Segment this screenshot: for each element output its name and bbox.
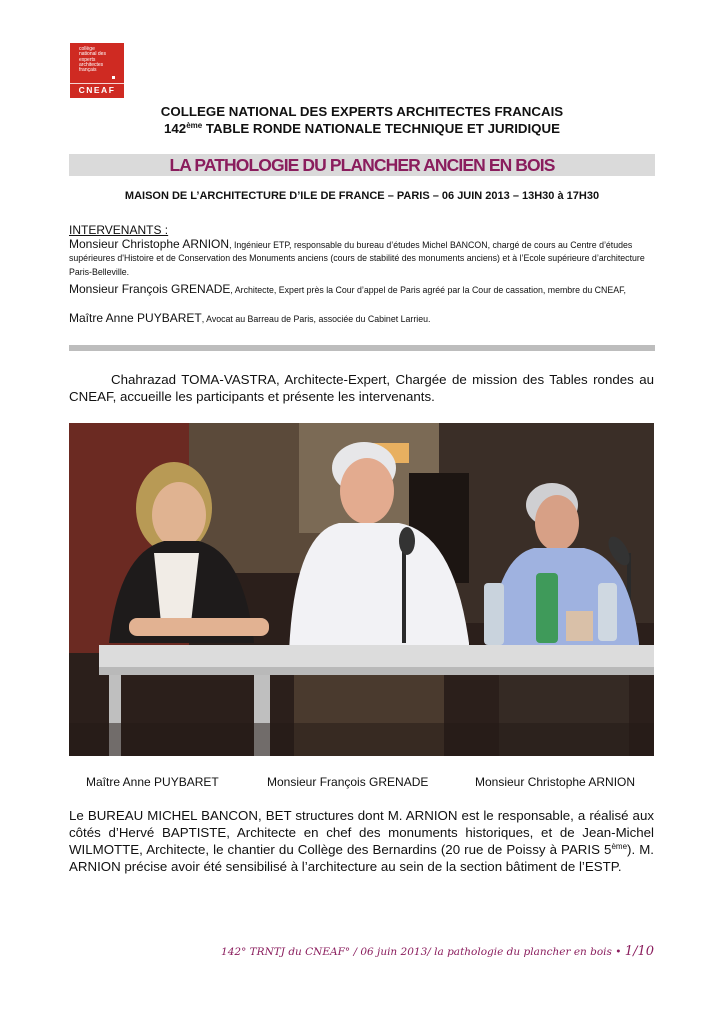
logo-brand: CNEAF	[78, 85, 116, 95]
body-paragraph: Le BUREAU MICHEL BANCON, BET structures dont M. ARNION est le responsable, a réalisé aux côtés d’Hervé BAPTISTE, Architecte en chef des monuments historiques, et de Jean-Michel WILMOTTE, Architecte, le chantier du Collège des Bernardins (20 rue de Poissy à PARIS 5ème). M. ARNION précise avoir été sensibilisé à l’architecture au sein de la section bâtiment de l’ESTP.	[69, 808, 655, 874]
photo-caption: Maître Anne PUYBARET	[86, 775, 219, 789]
round-table-subtitle: 142ème TABLE RONDE NATIONALE TECHNIQUE ET JURIDIQUE	[164, 121, 560, 136]
intro-paragraph: Chahrazad TOMA-VASTRA, Architecte-Expert, Chargée de mission des Tables rondes au CNEAF, accueille les participants et présente les intervenants.	[69, 372, 654, 404]
cneaf-logo	[70, 43, 124, 98]
speaker-entry: Monsieur Christophe ARNION, Ingénieur ETP, responsable du bureau d’études Michel BANCON, chargé de cours au Centre d’études supérieures d'Histoire et de Conservation des Monuments anciens (cours de stabilité des monuments anciens) et à l’Ecole supérieure d’architecture Paris-Belleville.	[69, 237, 645, 277]
photo-caption: Monsieur Christophe ARNION	[475, 775, 636, 789]
document-title: LA PATHOLOGIE DU PLANCHER ANCIEN EN BOIS	[169, 155, 555, 175]
venue-line: MAISON DE L’ARCHITECTURE D’ILE DE FRANCE – PARIS – 06 JUIN 2013 – 13H30 à 17H30	[124, 190, 600, 202]
logo-dot	[112, 76, 115, 79]
page-number: 1/10	[624, 944, 654, 959]
section-divider	[69, 345, 655, 351]
title-band	[69, 154, 655, 176]
speakers-heading: INTERVENANTS :	[69, 223, 169, 237]
logo-divider	[70, 83, 124, 84]
page-footer: 142° TRNTJ du CNEAF° / 06 juin 2013/ la pathologie du plancher en bois • 1/10	[221, 944, 654, 959]
speaker-entry: Monsieur François GRENADE, Architecte, Expert près la Cour d’appel de Paris agréé par la Cour de cassation, membre du CNEAF,	[69, 282, 626, 296]
organization-name: COLLEGE NATIONAL DES EXPERTS ARCHITECTES FRANCAIS	[160, 104, 564, 119]
speaker-entry: Maître Anne PUYBARET, Avocat au Barreau de Paris, associée du Cabinet Larrieu.	[69, 311, 431, 325]
photo-caption: Monsieur François GRENADE	[267, 775, 429, 789]
logo-text: collège national des experts architectes français	[79, 46, 106, 74]
speakers-photo	[69, 423, 654, 756]
